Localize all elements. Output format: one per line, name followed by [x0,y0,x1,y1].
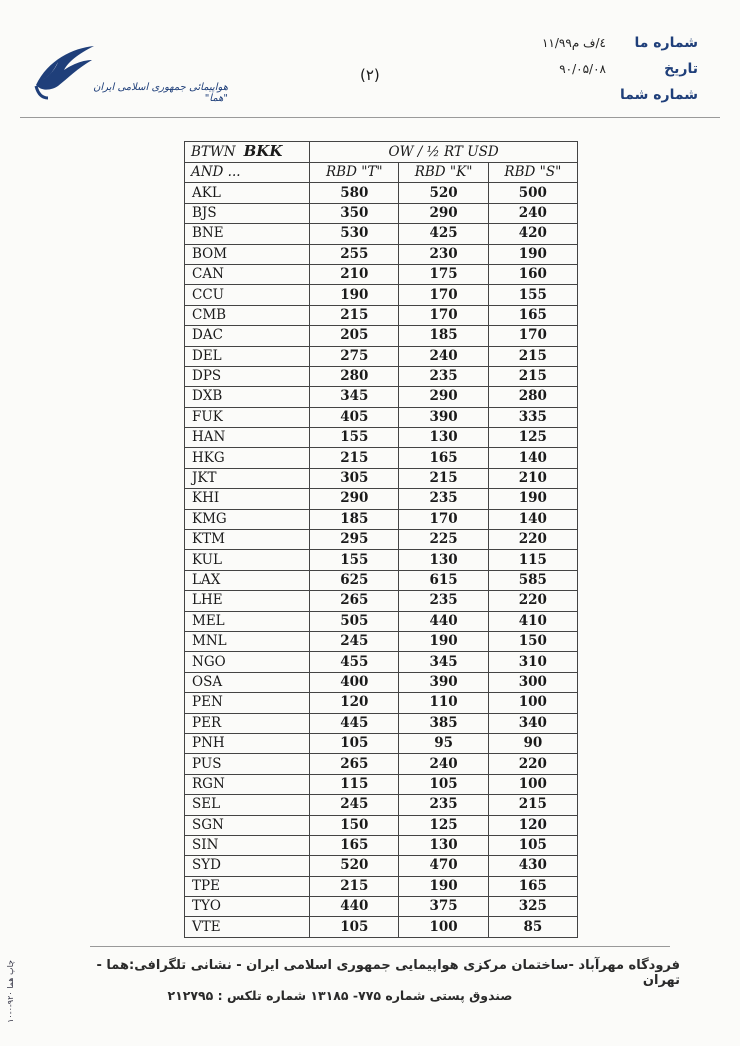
destination-code: DAC [185,326,310,346]
destination-code: DXB [185,387,310,407]
fare-value: 230 [399,244,488,264]
table-row [185,285,578,305]
fare-value: 290 [399,203,488,223]
homa-logo [28,40,228,110]
destination-code: HAN [185,428,310,448]
fare-value: 215 [488,346,577,366]
destination-code: KMG [185,509,310,529]
form-code: ۱۰-۰-۹۲۰ چاپ هما [6,960,15,1023]
column-header-t: RBD "T" [310,163,399,183]
fare-value: 240 [399,346,488,366]
fare-value: 190 [310,285,399,305]
fare-value: 445 [310,713,399,733]
fare-value: 190 [488,244,577,264]
destination-code: TPE [185,876,310,896]
fare-value: 455 [310,652,399,672]
destination-code: BOM [185,244,310,264]
table-row [185,693,578,713]
fare-value: 120 [488,815,577,835]
table-row [185,713,578,733]
fare-value: 245 [310,631,399,651]
fare-value: 405 [310,407,399,427]
destination-code: LAX [185,570,310,590]
fare-value: 390 [399,672,488,692]
destination-code: KHI [185,489,310,509]
fare-value: 290 [399,387,488,407]
fare-value: 295 [310,530,399,550]
fare-value: 215 [488,795,577,815]
fare-value: 290 [310,489,399,509]
table-row [185,611,578,631]
fare-table [184,141,578,938]
destination-code: PER [185,713,310,733]
fare-value: 500 [488,183,577,203]
destination-code: AKL [185,183,310,203]
destination-code: KUL [185,550,310,570]
fare-value: 280 [488,387,577,407]
destination-code: PEN [185,693,310,713]
fare-value: 470 [399,856,488,876]
fare-value: 345 [310,387,399,407]
ref-label-your-number: شماره شما [619,87,698,103]
fare-value: 325 [488,897,577,917]
ref-label-date: تاریخ [664,61,698,77]
fare-value: 175 [399,264,488,284]
fare-value: 350 [310,203,399,223]
table-row [185,468,578,488]
table-row [185,591,578,611]
ref-row-our-number [448,30,698,56]
fare-value: 130 [399,550,488,570]
footer-po-box: صندوق پستی شماره ۷۷۵- ۱۳۱۸۵ شماره تلکس : ۲۱۲۷۹۵ [167,988,513,1003]
table-row [185,407,578,427]
destination-code: DPS [185,366,310,386]
table-row [185,815,578,835]
table-row [185,326,578,346]
fare-value: 100 [488,693,577,713]
table-row [185,224,578,244]
table-row [185,733,578,753]
destination-code: MEL [185,611,310,631]
header-divider [20,117,720,118]
fare-value: 165 [310,835,399,855]
fare-value: 410 [488,611,577,631]
fare-value: 335 [488,407,577,427]
fare-value: 115 [310,774,399,794]
fare-value: 530 [310,224,399,244]
ref-row-date [448,56,698,82]
ref-label-our-number: شماره ما [634,35,698,51]
table-row [185,387,578,407]
fare-value: 100 [488,774,577,794]
table-row [185,550,578,570]
fare-value: 155 [310,428,399,448]
fare-value: 170 [399,509,488,529]
fare-value: 220 [488,754,577,774]
destination-code: SEL [185,795,310,815]
logo-text: هواپیمائی جمهوری اسلامی ایران "هما" [93,82,228,104]
fare-value: 125 [488,428,577,448]
fare-value: 265 [310,591,399,611]
fare-value: 155 [310,550,399,570]
fare-value: 190 [488,489,577,509]
fare-value: 300 [488,672,577,692]
fare-value: 615 [399,570,488,590]
fare-value: 310 [488,652,577,672]
fare-value: 390 [399,407,488,427]
corner-and: AND ... [185,163,310,183]
destination-code: MNL [185,631,310,651]
fare-value: 305 [310,468,399,488]
corner-header-top [185,142,310,163]
group-header: OW / ½ RT USD [310,142,578,163]
column-header-s: RBD "S" [488,163,577,183]
fare-value: 375 [399,897,488,917]
fare-value: 210 [488,468,577,488]
ref-value-date: ۹۰/۰۵/۰۸ [559,62,606,76]
table-header-row-2 [185,163,578,183]
fare-value: 520 [399,183,488,203]
destination-code: PUS [185,754,310,774]
table-row [185,448,578,468]
destination-code: BJS [185,203,310,223]
fare-value: 505 [310,611,399,631]
fare-value: 205 [310,326,399,346]
corner-bkk: BKK [243,142,283,160]
fare-value: 425 [399,224,488,244]
fare-value: 340 [488,713,577,733]
fare-value: 100 [399,917,488,937]
table-row [185,897,578,917]
destination-code: CMB [185,305,310,325]
destination-code: SYD [185,856,310,876]
destination-code: NGO [185,652,310,672]
fare-value: 215 [310,876,399,896]
fare-value: 190 [399,876,488,896]
fare-value: 420 [488,224,577,244]
table-row [185,428,578,448]
fare-value: 150 [488,631,577,651]
table-row [185,774,578,794]
fare-value: 215 [488,366,577,386]
fare-value: 105 [399,774,488,794]
fare-value: 430 [488,856,577,876]
fare-value: 115 [488,550,577,570]
destination-code: LHE [185,591,310,611]
fare-value: 235 [399,366,488,386]
fare-value: 90 [488,733,577,753]
table-row [185,754,578,774]
footer-address: فرودگاه مهرآباد -ساختمان مرکزی هواپیمایی جمهوری اسلامی ایران - نشانی تلگرافی:هما - تهران [96,958,680,988]
fare-value: 95 [399,733,488,753]
table-row [185,672,578,692]
table-row [185,489,578,509]
fare-value: 165 [399,448,488,468]
ref-value-our-number: ۱۱/۹۹٤/ف م [541,36,606,50]
table-row [185,631,578,651]
table-row [185,366,578,386]
destination-code: BNE [185,224,310,244]
page-number: (۲) [360,66,380,84]
fare-value: 105 [488,835,577,855]
destination-code: PNH [185,733,310,753]
fare-value: 240 [399,754,488,774]
fare-value: 580 [310,183,399,203]
fare-value: 345 [399,652,488,672]
fare-value: 165 [488,305,577,325]
fare-value: 275 [310,346,399,366]
fare-value: 625 [310,570,399,590]
fare-value: 440 [310,897,399,917]
table-row [185,835,578,855]
fare-value: 215 [310,305,399,325]
destination-code: KTM [185,530,310,550]
table-row [185,856,578,876]
fare-value: 125 [399,815,488,835]
fare-value: 185 [399,326,488,346]
table-row [185,795,578,815]
fare-value: 110 [399,693,488,713]
destination-code: FUK [185,407,310,427]
fare-value: 400 [310,672,399,692]
table-row [185,305,578,325]
fare-value: 235 [399,489,488,509]
destination-code: RGN [185,774,310,794]
fare-value: 105 [310,733,399,753]
destination-code: HKG [185,448,310,468]
table-row [185,346,578,366]
fare-value: 280 [310,366,399,386]
fare-value: 190 [399,631,488,651]
destination-code: CCU [185,285,310,305]
fare-value: 130 [399,835,488,855]
fare-value: 265 [310,754,399,774]
fare-value: 150 [310,815,399,835]
fare-value: 240 [488,203,577,223]
fare-value: 210 [310,264,399,284]
table-row [185,876,578,896]
table-row [185,183,578,203]
fare-value: 185 [310,509,399,529]
destination-code: SGN [185,815,310,835]
fare-value: 130 [399,428,488,448]
fare-value: 220 [488,530,577,550]
fare-value: 440 [399,611,488,631]
fare-value: 165 [488,876,577,896]
table-row [185,917,578,937]
fare-value: 85 [488,917,577,937]
table-row [185,244,578,264]
corner-btwn: BTWN [191,144,236,160]
fare-value: 255 [310,244,399,264]
destination-code: VTE [185,917,310,937]
fare-value: 120 [310,693,399,713]
table-row [185,509,578,529]
table-row [185,530,578,550]
fare-value: 585 [488,570,577,590]
fare-table-body [185,183,578,937]
destination-code: CAN [185,264,310,284]
fare-value: 235 [399,591,488,611]
fare-value: 520 [310,856,399,876]
fare-value: 170 [488,326,577,346]
fare-value: 215 [310,448,399,468]
fare-value: 140 [488,448,577,468]
fare-value: 170 [399,285,488,305]
table-row [185,570,578,590]
fare-value: 225 [399,530,488,550]
table-row [185,264,578,284]
table-row [185,652,578,672]
table-header-row-1 [185,142,578,163]
footer-divider [90,946,670,947]
destination-code: OSA [185,672,310,692]
reference-block [448,30,698,108]
fare-value: 215 [399,468,488,488]
fare-value: 155 [488,285,577,305]
fare-value: 140 [488,509,577,529]
table-row [185,203,578,223]
destination-code: SIN [185,835,310,855]
fare-value: 170 [399,305,488,325]
ref-row-your-number [448,82,698,108]
destination-code: JKT [185,468,310,488]
column-header-k: RBD "K" [399,163,488,183]
fare-value: 235 [399,795,488,815]
fare-value: 160 [488,264,577,284]
fare-value: 105 [310,917,399,937]
destination-code: DEL [185,346,310,366]
fare-value: 220 [488,591,577,611]
fare-value: 245 [310,795,399,815]
destination-code: TYO [185,897,310,917]
fare-value: 385 [399,713,488,733]
